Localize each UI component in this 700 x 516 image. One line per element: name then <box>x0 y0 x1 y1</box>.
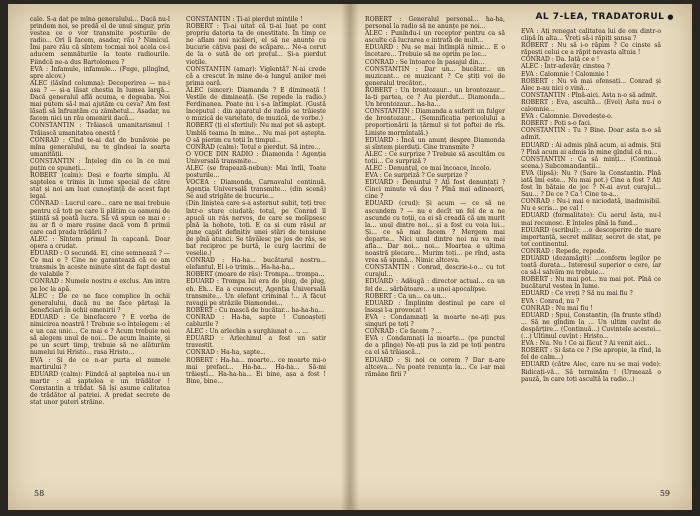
dialogue-paragraph: ROBERT : Nu să i-o răpim ? Ce cinste să răpești celui ce a răpit nevasta altuia ! <box>521 42 661 57</box>
dialogue-paragraph: (Din liniștea care s-a așternut subit, toți trec într-o stare ciudată; totul, pe Conrad îl apucă un râs nervos, de care se molipsesc pînă la hohote, toți. E ca și cum răsul ar pune capăt definitiv unei stări de tensiune de pînă atunci. Se tăvălesc pe jos de râs, se bat reciproc pe burtă, le curg lacrimi de veselie.) <box>186 200 326 258</box>
dialogue-paragraph: CONSTANTIN : Înțeleg din ce în ce mai puțin ce spuneți... <box>30 157 170 172</box>
dialogue-paragraph: EDUARD : Ce binefacere ? E vorba de nimicirea noastră ! Trebuie s-o înțelegem : el e un caz unic... Ce mai e ? Acum trebuie noi să alegem unul de noi... De acum înainte, și pe un scurt timp, trebuie să ne alăturăm numelui lui Hristo... rasa Hristo... <box>30 313 170 357</box>
dialogue-paragraph: CONRAD : Repede, repede. <box>521 247 607 255</box>
right-page-column-2 <box>521 28 661 492</box>
dialogue-paragraph: EVA : Nu. Nu ! Ce ai făcut ? Ai venit aici... <box>521 340 652 348</box>
dialogue-paragraph: EVA : Ce surpriză ? Ce surprize ? <box>365 172 468 180</box>
dialogue-paragraph: ALEC (lăsînd columna): Decoperirea — nu-i asa ? — și-a lăsat chestia în lumea largă... Dacă generalul află acuma, e degeaba. Noi mai putem să-l mai ajutăm cu ceva? Am fost lăsați să înfruntăm cu zâmbetul... Asadar, nu facem nici un rău omenirii dacă... <box>30 79 170 123</box>
dialogue-paragraph: ROBERT : Eva, ascultă... (Evei) Asta nu-i o calomnie... <box>521 98 661 114</box>
dialogue-paragraph: CONRAD (calm): Totul e pierdut. Să intre... <box>186 143 321 151</box>
dialogue-paragraph: EDUARD (către Alec, care nu se mai vede): Ridicați-vă... Să terminăm ! (Urmează o pauză, în care toți ascultă la radio...) <box>521 361 661 383</box>
dialogue-paragraph: CONRAD : Ha-ha... bucătarul nostru... elefantul. El i-o trimis... Ha-ha-ha... <box>186 257 326 272</box>
dialogue-paragraph: ALEC (sincer): Diamanda ? E dimineață ! Vestile de dimineață. (Se repede la radio.) Ferdinanea. Poate nu i s-a întîmplat. (Gustă începutul : din aparatul de radio se trăiește o muzică de varietate, de muzică, de vorbe.) <box>186 86 326 123</box>
dialogue-paragraph: ROBERT : Ți-ai uitat că ți-ai luat pe cont propriu datoria ta de onestitate. În timp ce ne aflam noi nicăieri, el să ne anunțe cu bucurie câțiva pași de scăpare... Ne-a cerut de la o sută de ori prețul... Și-a pierdut viețile. <box>186 23 326 66</box>
dialogue-paragraph: CONSTANTIN : Ca să minți... (Continuă scena.) Subcomandanții... <box>521 155 661 170</box>
dialogue-paragraph: ROBERT : Cu mască de bucătar... ha-ha-ha... <box>186 306 325 314</box>
left-page <box>8 4 343 510</box>
dialogue-paragraph: CONRAD : Numele nostru e exclus. Am intra pe loc la apă. <box>30 278 170 293</box>
book-spread <box>8 4 692 510</box>
dialogue-paragraph: ALEC : De ce ne face complice în ochii generalului, dacă nu ne face părtași la beneficiari în ochii omenirii ? <box>30 292 170 314</box>
dialogue-paragraph: EDUARD (scribul): ...o descoperire de mare importanță, secret militar, secret de stat, pe tot continentul. <box>521 226 661 248</box>
dialogue-paragraph: CONSTANTIN : Tu ? Bine. Doar asta n-o să admit. <box>521 127 661 142</box>
left-page-column-2 <box>186 16 326 492</box>
dialogue-paragraph: ROBERT : Ha-ha... moarte... ce moarte mi-o mai prefaci... Ha-ha... Ha-ha... Să-mi trăiești... Ha-ha-ha... Ei bine, așa a fost ! Bine, bine... <box>186 356 326 385</box>
right-page <box>357 4 692 510</box>
dialogue-paragraph: EVA : Calomnie ! Calomnie ! <box>521 70 609 78</box>
dialogue-paragraph: CONRAD : Ha-ha, sapte... <box>186 349 266 357</box>
running-head <box>535 12 674 22</box>
dialogue-paragraph: EVA : Infamule, infamule... (Fuge, plîngînd, spre alcov.) <box>30 65 170 80</box>
dialogue-paragraph: EVA : Și de ce n-ar purta el numele martirului ? <box>30 356 170 371</box>
dialogue-paragraph: VOCEA : Diamonda, Carnavalul continuă. Agenția Universală transmite... (din scenă) Se aud strigăte de bucurie... <box>186 179 326 201</box>
dialogue-paragraph: ROBERT : Poți s-o faci. <box>521 120 592 128</box>
right-page-column-1 <box>365 16 505 492</box>
dialogue-paragraph: EVA : Calomnie. Dovedește-o. <box>521 113 613 121</box>
dialogue-paragraph: EVA : Condamnați la moarte... (pe punctul de a plînge) Ne-ați pus la zid pe toți pentru ca el să trăiască... <box>365 335 505 357</box>
dialogue-paragraph: ALEC : Sîntem primul în capcană. Doar opera a crudat. <box>30 235 170 250</box>
dialogue-paragraph: EDUARD : Trompa lui era de plug, de plug, eh. Eh... Ea a cunoscut, Agenția Universală transmite... Un elefant criminal !... A făcut ravagii pe străzile Diamondei... <box>186 278 326 307</box>
dialogue-paragraph: EDUARD : Nu se mai întîmplă nimic... E o încetare... Trebuie să ne oprim pe loc... <box>365 44 505 59</box>
dialogue-paragraph: ALEC : Ce surprize ? Trebuie să ascultăm cu toții... Ce surpriză ? <box>365 150 505 165</box>
dialogue-paragraph: cale. S-a dat pe mîna generalului... Dacă nu-l prindem noi, se predă el de unul singur, prin vestea ce o vor transmite posturile de radio... Ori îi facem, asadar, rău ? Nimicul. Îmi pare rău că sîntem tocmai noi acela ce-i aducem semnăturile la toate radiourile. Fiindcă ne-a dus Bartolomeu ? <box>30 16 170 66</box>
dialogue-paragraph: EDUARD (dezamăgit): ...conform legilor pe toată durata... Interesul superior o cere, iar ca să-l salvăm nu trebuie... <box>521 255 661 277</box>
dialogue-paragraph: CONSTANTIN : Trăiască umanitarismul ! Trăiască umanitatea onestă ! <box>30 122 170 137</box>
left-page-column-1 <box>30 16 170 460</box>
dialogue-paragraph: ROBERT (ți el sfertiul): Nu mai pot să aștept. Umblă teama în mine... Nu mai pot aștepta. O să pierim cu toții în timpul... <box>186 122 326 144</box>
dialogue-paragraph: EDUARD : Arlechinul a fost un satir travestit. <box>186 335 326 350</box>
dialogue-paragraph: CONRAD : Ha-ha, sapte ! Cunoașteți cablurile ? <box>186 313 326 329</box>
dialogue-paragraph: CONRAD : Ce facem ? ... <box>365 328 442 336</box>
dialogue-paragraph: CONRAD : Nu mai fiu ! <box>521 304 593 312</box>
page-number-right: 59 <box>659 489 670 498</box>
page-number-left: 58 <box>34 489 45 498</box>
dialogue-paragraph: EDUARD : Denunțul ? Ați fost denunțați ? Cinci minute vă dau ? Pînă mai adineaori, cine ? <box>365 179 505 201</box>
dialogue-paragraph: ALEC : Denunțul, ce mai încoace, încolo. <box>365 164 492 172</box>
dialogue-paragraph: CONSTANTIN (amar): Viglentă? N-ai crede că a crescut în mine de-a lungul anilor mei prima oară. <box>186 65 326 87</box>
dialogue-paragraph: EDUARD (formalitate): Cu aerul ăsta, nu-l mai recunosc. E înțeles pînă la fund... <box>521 212 661 227</box>
bullet-icon: ● <box>667 13 674 21</box>
dialogue-paragraph: ALEC : Punîndu-i un receptor pentru ca să asculte că lucrarea e intrată de mult... <box>365 30 505 45</box>
dialogue-paragraph: ROBERT : Un brontozaur... un brontozaur... Ia-ți partea, ce ? Au pierdut... Diamonda... Un brontozaur... ha-ha... <box>365 86 505 109</box>
dialogue-paragraph: CONRAD : Da. Iată ce e ! <box>521 56 600 64</box>
dialogue-paragraph: CONSTANTIN : Pînă-aici. Asta n-o să admit. <box>521 91 658 99</box>
dialogue-paragraph: EDUARD : Adăugă : director actual... ca un fel de... sărbătoare... a unei apocalipse. <box>365 278 505 293</box>
dialogue-paragraph: EDUARD : O secundă. El, cine semnează ? — Ce mai e ? Cine ne garantează că ce am transmis în aceste minute sînt de fapt destul de valabile ? <box>30 250 170 279</box>
dialogue-paragraph: CONRAD : Nu-i mai e niciodată, inadmisibil. Nu e scris... pe cal ! <box>521 198 661 213</box>
dialogue-paragraph: O VOCE DIN RADIO : Diamonda ! Agenția Universală transmite... <box>186 150 326 165</box>
dialogue-paragraph: ROBERT : Nu vă mai ofensați... Conrad și Alec n-au nici o vină... <box>521 77 661 92</box>
dialogue-paragraph: EVA : Conrad, nu ? <box>521 297 580 305</box>
dialogue-paragraph: EDUARD (calm): Fiindcă al șaptelea nu-i un martir : al șaptelea e un trădător ! Constantin a trădat. Să își asume calitatea de trădător al patriei. A predat secrete de stat unor puteri străine. <box>30 370 170 407</box>
dialogue-paragraph: ALEC : Într-adevăr, cinstea ? <box>521 63 610 71</box>
dialogue-paragraph: ALEC (se frapează-nebun): Mai întîi, Toate posturile... <box>186 164 326 180</box>
dialogue-paragraph: ROBERT : Și ăsta ce ? (Se apropie, la rînd, la fel de calm...) <box>521 347 661 362</box>
dialogue-paragraph: CONRAD : Cînd te-ai dat de bunăvoie pe mîna generalului, nu te gîndeai la soarta umanității. <box>30 136 170 158</box>
dialogue-paragraph: EDUARD : Ce vreți ? Să nu mai fiu ? <box>521 290 633 298</box>
dialogue-paragraph: EDUARD : Ai admis pînă acum, ai admis. Știi ? Pînă acum ai admis în mine gîndul că nu... <box>521 141 661 156</box>
running-head-title: AL 7-LEA, TRADATORUL <box>535 12 665 22</box>
dialogue-paragraph: EDUARD : Și noi ce cerem ? Dar n-are altceva... Nu poate renunța la... Ce i-ar mai rămâne firii ? <box>365 356 505 378</box>
dialogue-paragraph: ROBERT : Generalul personal... ha-ha, personal la radio să ne anunțe pe noi... <box>365 16 505 31</box>
dialogue-paragraph: CONRAD : Se întoarce în pasajul din... <box>365 58 485 66</box>
dialogue-paragraph: CONSTANTIN : Diamanda a suferit un fulger de brontozaur... (Semnificația pericolului a proporționării la țărmul și tot poftei de rîs. Liniște mormîntală.) <box>365 108 505 137</box>
dialogue-paragraph: ROBERT (calm): Deși e foarte simplu. Al saptelea e trimis în lume special de către stat și noi am luat cunoștință de acest fapt legal. <box>30 172 170 201</box>
dialogue-paragraph: EVA (lipsă): Nu ? (Sare la Constantin. Pînă iată îmi este... Nu mai pot.) Cine a fost ? Ați fost în bătaie de joc ? N-ai avut curajul... Sau... ? De ce ? Ca ! Cine te-a... <box>521 169 661 199</box>
dialogue-paragraph: EDUARD : Încă un anunț despre Diamonda și sîntem pierduți. Cine transmite ? <box>365 136 505 151</box>
dialogue-paragraph: EVA : Ați renegat calitatea lui de om dintr-o clipă în alta... Vreți să-i răpiți șansa ? <box>521 28 661 43</box>
dialogue-paragraph: CONRAD : Lucrul care... care ne mai trebuie pentru că toți pe care îi plătim ca oameni de știință să poată lucra. Să vă spun ce mai e : nu ar fi o mare rușine dacă vom fi primii care cad prada trădării ? <box>30 200 170 236</box>
dialogue-paragraph: ALEC : Un arlechin a surghiunat o ... ... <box>186 328 309 336</box>
dialogue-paragraph: CONSTANTIN : Conrad, descrie-i-o... cu tot curajul... <box>365 264 505 279</box>
dialogue-paragraph: ROBERT : Ca un... ca un... <box>365 292 447 300</box>
dialogue-paragraph: EDUARD : Împlinim destinul pe care el însuși l-a provocat ! <box>365 299 505 314</box>
dialogue-paragraph: ROBERT (moare de râs): Trompa... trompa... <box>186 271 325 279</box>
dialogue-paragraph: CONSTANTIN : Dar un... bucătar... un muzicant... ce muzicant ? Ce știți voi de generalul trecător... <box>365 65 505 87</box>
dialogue-paragraph: EDUARD : Spui, Constantin, (In frunte stînd) ... Să ne gîndim la ... Un ultim cuvînt de despărțire... (Continuă...) Cuvintele acestei... (...) Ultimul cuvînt : Hristo... <box>521 311 661 341</box>
dialogue-paragraph: ROBERT : Nu mai pot... nu mai pot. Pînă ce bucătarul vestea în lume. <box>521 276 661 291</box>
dialogue-paragraph: EVA : Condamnați la moarte ne-ați pus singuri pe toți ? <box>365 313 505 329</box>
dialogue-paragraph: CONSTANTIN : Ți-ai pierdut mințile ! <box>186 16 303 23</box>
dialogue-paragraph: EDUARD (crud): Și acum — ce să ne ascundem ? — nu e decît un fel de a ne ascunde cu toții, ca ei să creadă că am murit la... unul dintre noi... și a fost cu voia lui... Și... ce să mai facem ? Mergem mai departe... Nici unul dintre noi nu va mai afla... Dar noi... noi... Moartea e ultima noastră plecare... Murim toți... pe rînd, asta vrea să spună... Nimic altceva. <box>365 200 505 265</box>
